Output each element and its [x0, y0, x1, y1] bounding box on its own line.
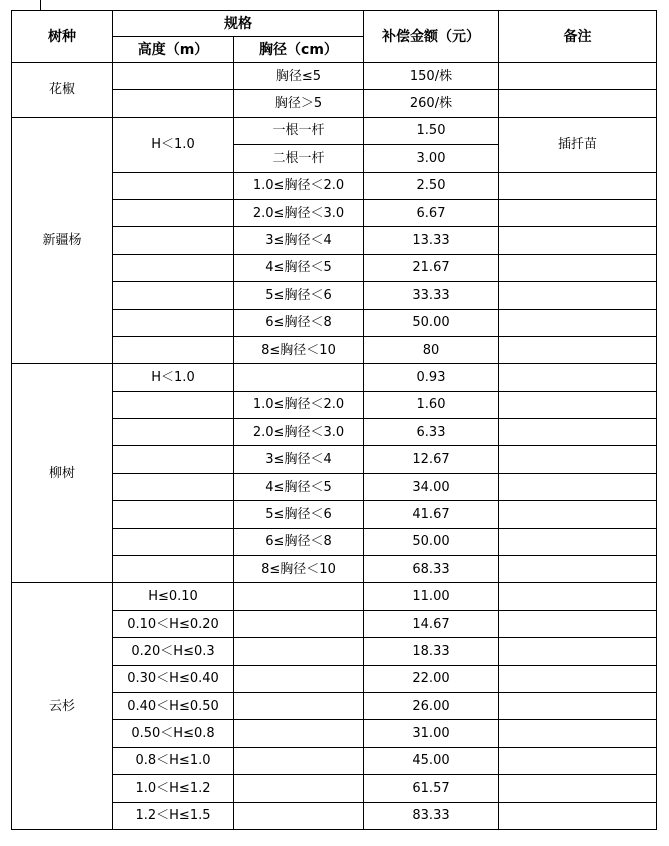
height-cell: 0.10＜H≤0.20	[113, 610, 234, 637]
header-height: 高度（m）	[113, 37, 234, 63]
dbh-cell: 6≤胸径＜8	[234, 309, 364, 336]
dbh-cell: 4≤胸径＜5	[234, 254, 364, 281]
amount-cell: 1.50	[364, 117, 499, 144]
remark-cell: 插扦苗	[499, 117, 657, 172]
amount-cell: 41.67	[364, 501, 499, 528]
height-cell: H≤0.10	[113, 583, 234, 610]
height-cell	[113, 528, 234, 555]
dbh-cell: 4≤胸径＜5	[234, 473, 364, 500]
dbh-cell	[234, 638, 364, 665]
species-cell-liushu: 柳树	[12, 364, 113, 583]
dbh-cell: 5≤胸径＜6	[234, 282, 364, 309]
height-cell: H＜1.0	[113, 117, 234, 172]
amount-cell: 34.00	[364, 473, 499, 500]
dbh-cell: 5≤胸径＜6	[234, 501, 364, 528]
remark-cell	[499, 665, 657, 692]
dbh-cell	[234, 665, 364, 692]
remark-cell	[499, 638, 657, 665]
table-row	[12, 63, 657, 90]
remark-cell	[499, 63, 657, 90]
height-cell	[113, 473, 234, 500]
remark-cell	[499, 90, 657, 117]
height-cell: 0.8＜H≤1.0	[113, 747, 234, 774]
amount-cell: 22.00	[364, 665, 499, 692]
amount-cell: 1.60	[364, 391, 499, 418]
amount-cell: 150/株	[364, 63, 499, 90]
amount-cell: 2.50	[364, 172, 499, 199]
dbh-cell	[234, 747, 364, 774]
amount-cell: 12.67	[364, 446, 499, 473]
amount-cell: 83.33	[364, 802, 499, 829]
dbh-cell: 8≤胸径＜10	[234, 556, 364, 583]
height-cell	[113, 199, 234, 226]
height-cell	[113, 282, 234, 309]
height-cell	[113, 501, 234, 528]
dbh-cell: 二根一杆	[234, 145, 364, 172]
compensation-table	[11, 10, 657, 830]
remark-cell	[499, 720, 657, 747]
height-cell: 0.30＜H≤0.40	[113, 665, 234, 692]
height-cell: 0.20＜H≤0.3	[113, 638, 234, 665]
dbh-cell: 胸径≤5	[234, 63, 364, 90]
dbh-cell	[234, 364, 364, 391]
remark-cell	[499, 336, 657, 363]
height-cell	[113, 309, 234, 336]
height-cell	[113, 90, 234, 117]
amount-cell: 50.00	[364, 528, 499, 555]
remark-cell	[499, 747, 657, 774]
height-cell	[113, 391, 234, 418]
header-dbh: 胸径（cm）	[234, 37, 364, 63]
dbh-cell: 2.0≤胸径＜3.0	[234, 199, 364, 226]
amount-cell: 3.00	[364, 145, 499, 172]
remark-cell	[499, 227, 657, 254]
amount-cell: 50.00	[364, 309, 499, 336]
remark-cell	[499, 528, 657, 555]
amount-cell: 45.00	[364, 747, 499, 774]
height-cell	[113, 336, 234, 363]
remark-cell	[499, 473, 657, 500]
remark-cell	[499, 309, 657, 336]
height-cell	[113, 556, 234, 583]
amount-cell: 0.93	[364, 364, 499, 391]
height-cell	[113, 419, 234, 446]
dbh-cell: 8≤胸径＜10	[234, 336, 364, 363]
amount-cell: 260/株	[364, 90, 499, 117]
height-cell	[113, 227, 234, 254]
table-row	[12, 117, 657, 144]
amount-cell: 21.67	[364, 254, 499, 281]
top-edge-line	[40, 0, 41, 10]
height-cell	[113, 254, 234, 281]
height-cell: H＜1.0	[113, 364, 234, 391]
dbh-cell: 1.0≤胸径＜2.0	[234, 391, 364, 418]
amount-cell: 14.67	[364, 610, 499, 637]
species-cell-xinjiangyang: 新疆杨	[12, 117, 113, 364]
amount-cell: 26.00	[364, 692, 499, 719]
remark-cell	[499, 364, 657, 391]
height-cell	[113, 446, 234, 473]
amount-cell: 6.67	[364, 199, 499, 226]
dbh-cell	[234, 802, 364, 829]
header-amount: 补偿金额（元）	[364, 11, 499, 63]
dbh-cell: 2.0≤胸径＜3.0	[234, 419, 364, 446]
height-cell: 0.50＜H≤0.8	[113, 720, 234, 747]
dbh-cell: 一根一杆	[234, 117, 364, 144]
amount-cell: 33.33	[364, 282, 499, 309]
amount-cell: 13.33	[364, 227, 499, 254]
remark-cell	[499, 172, 657, 199]
dbh-cell: 胸径＞5	[234, 90, 364, 117]
remark-cell	[499, 583, 657, 610]
dbh-cell	[234, 610, 364, 637]
dbh-cell	[234, 692, 364, 719]
height-cell	[113, 63, 234, 90]
remark-cell	[499, 282, 657, 309]
dbh-cell: 3≤胸径＜4	[234, 446, 364, 473]
header-remark: 备注	[499, 11, 657, 63]
dbh-cell: 6≤胸径＜8	[234, 528, 364, 555]
header-spec: 规格	[113, 11, 364, 37]
amount-cell: 80	[364, 336, 499, 363]
height-cell	[113, 172, 234, 199]
table-row	[12, 364, 657, 391]
species-cell-huajiao: 花椒	[12, 63, 113, 118]
remark-cell	[499, 556, 657, 583]
remark-cell	[499, 391, 657, 418]
dbh-cell: 3≤胸径＜4	[234, 227, 364, 254]
table-row	[12, 583, 657, 610]
amount-cell: 18.33	[364, 638, 499, 665]
amount-cell: 68.33	[364, 556, 499, 583]
remark-cell	[499, 501, 657, 528]
dbh-cell	[234, 720, 364, 747]
amount-cell: 31.00	[364, 720, 499, 747]
dbh-cell	[234, 775, 364, 802]
amount-cell: 11.00	[364, 583, 499, 610]
remark-cell	[499, 775, 657, 802]
remark-cell	[499, 254, 657, 281]
remark-cell	[499, 610, 657, 637]
header-species: 树种	[12, 11, 113, 63]
remark-cell	[499, 692, 657, 719]
height-cell: 1.2＜H≤1.5	[113, 802, 234, 829]
remark-cell	[499, 199, 657, 226]
remark-cell	[499, 446, 657, 473]
species-cell-yunshan: 云杉	[12, 583, 113, 830]
dbh-cell	[234, 583, 364, 610]
remark-cell	[499, 419, 657, 446]
height-cell: 0.40＜H≤0.50	[113, 692, 234, 719]
amount-cell: 6.33	[364, 419, 499, 446]
amount-cell: 61.57	[364, 775, 499, 802]
remark-cell	[499, 802, 657, 829]
height-cell: 1.0＜H≤1.2	[113, 775, 234, 802]
dbh-cell: 1.0≤胸径＜2.0	[234, 172, 364, 199]
